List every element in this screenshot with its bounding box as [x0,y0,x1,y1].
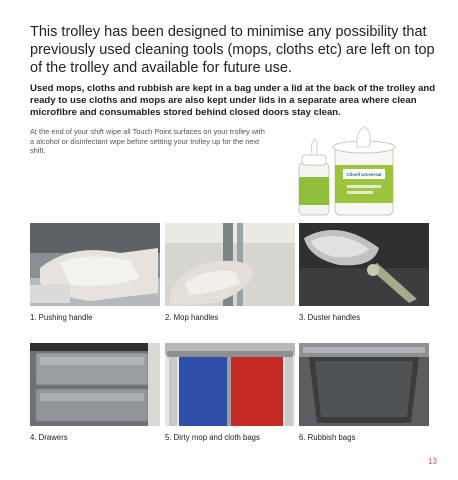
duster-handles-photo [299,223,429,306]
rubbish-bags-photo [299,343,429,426]
caption-mop-handles: 2. Mop handles [165,313,219,322]
intro-paragraph: This trolley has been designed to minimise any possibility that previously used cleaning tools (mops, cloths etc) are left on top of the trolley and available for future use. [30,24,435,76]
caption-pushing-handle: 1. Pushing handle [30,313,93,322]
mop-handles-photo [165,223,295,306]
caption-mop-cloth-bags: 5. Dirty mop and cloth bags [165,433,260,442]
caption-duster-handles: 3. Duster handles [299,313,361,322]
product-label: Clinell Universal [346,172,382,177]
mop-cloth-bags-photo [165,343,295,426]
storage-paragraph: Used mops, cloths and rubbish are kept in a bag under a lid at the back of the trolley and ready to use cloths and mops are also kept under lids in a separate area where clean microfibre and consumables stored behind closed doors stay clean. [30,83,436,118]
drawers-photo [30,343,160,426]
caption-rubbish-bags: 6. Rubbish bags [299,433,356,442]
wipe-note: At the end of your shift wipe all Touch Point surfaces on your trolley with a alcohol or disinfectant wipe before setting your trolley up for the next shift. [30,127,265,156]
wipe-tubs-image [285,125,410,220]
page-number: 13 [428,457,437,466]
pushing-handle-photo [30,223,160,306]
caption-drawers: 4. Drawers [30,433,68,442]
